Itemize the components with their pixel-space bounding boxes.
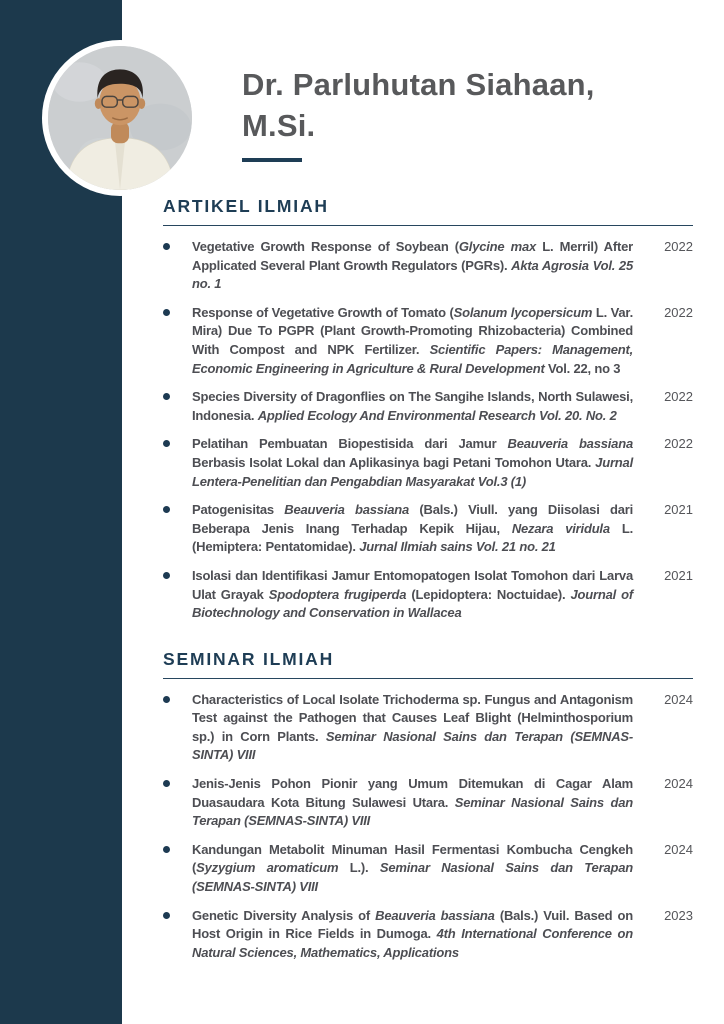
bullet-icon [163, 775, 192, 787]
publication-year: 2023 [664, 907, 693, 923]
publication-year: 2021 [664, 567, 693, 583]
publication-list [163, 238, 693, 623]
publication-item [163, 567, 693, 623]
section-heading: ARTIKEL ILMIAH [163, 196, 329, 216]
main-content [163, 196, 693, 972]
bullet-icon [163, 388, 192, 400]
publication-year: 2022 [664, 436, 693, 452]
profile-name-line2: M.Si. [242, 108, 316, 143]
section-divider [163, 678, 693, 679]
bullet-icon [163, 435, 192, 447]
portrait-illustration [48, 46, 192, 190]
publication-text: Jenis-Jenis Pohon Pionir yang Umum Ditemukan di Cagar Alam Duasaudara Kota Bitung Sulawesi Utara. Seminar Nasional Sains dan Terapan (SEMNAS-SINTA) VIII [192, 776, 633, 829]
publication-text: Pelatihan Pembuatan Biopestisida dari Jamur Beauveria bassiana Berbasis Isolat Lokal dan Aplikasinya bagi Petani Tomohon Utara. Jurnal Lentera-Penelitian dan Pengabdian Masyarakat Vol.3 (1) [192, 436, 633, 489]
publication-item [163, 388, 693, 425]
profile-header [242, 64, 595, 162]
publication-item [163, 435, 693, 491]
bullet-icon [163, 567, 192, 579]
publication-year: 2022 [664, 389, 693, 405]
section-seminar-ilmiah [163, 649, 693, 963]
publication-year: 2024 [664, 776, 693, 792]
publication-year: 2024 [664, 691, 693, 707]
profile-photo-frame [42, 40, 198, 196]
publication-year: 2022 [664, 239, 693, 254]
title-underline-accent [242, 158, 302, 162]
profile-photo [48, 46, 192, 190]
bullet-icon [163, 841, 192, 853]
publication-text: Vegetative Growth Response of Soybean (Glycine max L. Merril) After Applicated Several Plant Growth Regulators (PGRs). Akta Agrosia Vol. 25 no. 1 [192, 239, 633, 292]
publication-item [163, 841, 693, 897]
publication-list [163, 691, 693, 963]
publication-year: 2024 [664, 841, 693, 857]
publication-item [163, 501, 693, 557]
publication-text: Response of Vegetative Growth of Tomato (Solanum lycopersicum L. Var. Mira) Due To PGPR (Plant Growth-Promoting Rhizobacteria) Combined With Compost and NPK Fertilizer. Scientific Papers: Management, Economic Engineering in Agriculture & Rural Development Vol. 22, no 3 [192, 304, 634, 376]
publication-text: Genetic Diversity Analysis of Beauveria bassiana (Bals.) Vuil. Based on Host Origin in Rice Fields in Dumoga. 4th International Conference on Natural Sciences, Mathematics, Applications [192, 907, 634, 960]
section-divider [163, 225, 693, 226]
publication-text: Characteristics of Local Isolate Trichoderma sp. Fungus and Antagonism Test against the Pathogen that Causes Leaf Blight (Helminthosporium sp.) in Corn Plants. Seminar Nasional Sains dan Terapan (SEMNAS-SINTA) VIII [192, 691, 633, 763]
profile-name-line1: Dr. Parluhutan Siahaan, [242, 67, 595, 102]
publication-year: 2022 [664, 304, 693, 320]
bullet-icon [163, 238, 192, 250]
publication-text: Patogenisitas Beauveria bassiana (Bals.) Viull. yang Diisolasi dari Beberapa Jenis Inang Terhadap Kepik Hijau, Nezara viridula L. (Hemiptera: Pentatomidae). Jurnal Ilmiah sains Vol. 21 no. 21 [192, 502, 633, 555]
publication-year: 2021 [664, 502, 693, 518]
section-heading: SEMINAR ILMIAH [163, 648, 335, 669]
publication-item [163, 691, 693, 765]
bullet-icon [163, 691, 192, 703]
publication-text: Kandungan Metabolit Minuman Hasil Fermentasi Kombucha Cengkeh (Syzygium aromaticum L.). Seminar Nasional Sains dan Terapan (SEMNAS-SINTA) VIII [192, 841, 633, 895]
bullet-icon [163, 304, 192, 316]
publication-item [163, 775, 693, 831]
publication-item [163, 238, 693, 294]
bullet-icon [163, 501, 192, 513]
publication-text: Isolasi dan Identifikasi Jamur Entomopatogen Isolat Tomohon dari Larva Ulat Grayak Spodoptera frugiperda (Lepidoptera: Noctuidae). Journal of Biotechnology and Conservation in Wallacea [192, 567, 633, 621]
publication-item [163, 304, 693, 378]
publication-text: Species Diversity of Dragonflies on The Sangihe Islands, North Sulawesi, Indonesia. Applied Ecology And Environmental Research Vol. 20. No. 2 [192, 389, 633, 423]
bullet-icon [163, 907, 192, 919]
section-artikel-ilmiah [163, 196, 693, 623]
publication-item [163, 907, 693, 963]
